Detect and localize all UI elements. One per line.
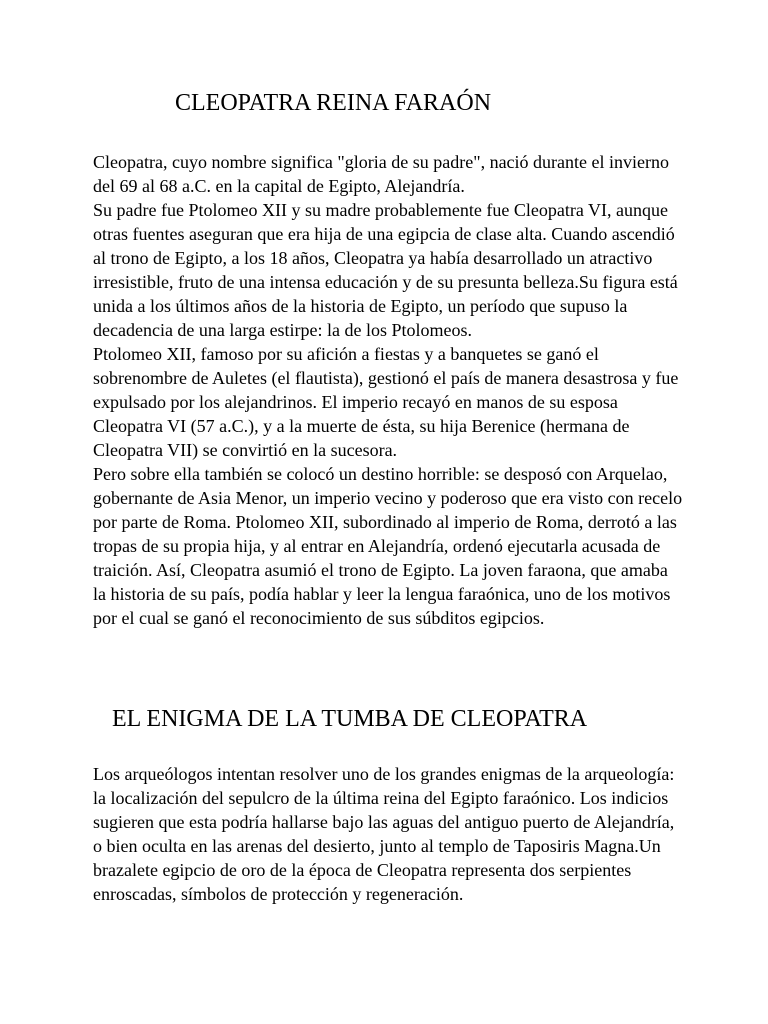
paragraph: Su padre fue Ptolomeo XII y su madre probablemente fue Cleopatra VI, aunque otras fuentes aseguran que era hija de una egipcia de clase alta. Cuando ascendió al trono de Egipto, a los 18 años, Cleopatra ya había desarrollado un atractivo irresistible, fruto de una intensa educación y de su presunta belleza.Su figura está unida a los últimos años de la historia de Egipto, un período que supuso la decadencia de una larga estirpe: la de los Ptolomeos. <box>93 200 678 340</box>
section-body-enigma <box>93 762 683 906</box>
paragraph: Ptolomeo XII, famoso por su afición a fiestas y a banquetes se ganó el sobrenombre de Auletes (el flautista), gestionó el país de manera desastrosa y fue expulsado por los alejandrinos. El imperio recayó en manos de su esposa Cleopatra VI (57 a.C.), y a la muerte de ésta, su hija Berenice (hermana de Cleopatra VII) se convirtió en la sucesora. <box>93 344 679 460</box>
paragraph: Cleopatra, cuyo nombre significa "gloria de su padre", nació durante el invierno del 69 al 68 a.C. en la capital de Egipto, Alejandría. <box>93 152 669 196</box>
paragraph: Los arqueólogos intentan resolver uno de los grandes enigmas de la arqueología: la localización del sepulcro de la última reina del Egipto faraónico. Los indicios sugieren que esta podría hallarse bajo las aguas del antiguo puerto de Alejandría, o bien oculta en las arenas del desierto, junto al templo de Taposiris Magna.Un brazalete egipcio de oro de la época de Cleopatra representa dos serpientes enroscadas, símbolos de protección y regeneración. <box>93 764 675 904</box>
section-title-enigma-tumba: EL ENIGMA DE LA TUMBA DE CLEOPATRA <box>112 706 588 732</box>
section-body-cleopatra <box>93 150 683 630</box>
section-title-cleopatra-reina-faraon: CLEOPATRA REINA FARAÓN <box>175 90 492 116</box>
paragraph: Pero sobre ella también se colocó un destino horrible: se desposó con Arquelao, gobernante de Asia Menor, un imperio vecino y poderoso que era visto con recelo por parte de Roma. Ptolomeo XII, subordinado al imperio de Roma, derrotó a las tropas de su propia hija, y al entrar en Alejandría, ordenó ejecutarla acusada de traición. Así, Cleopatra asumió el trono de Egipto. La joven faraona, que amaba la historia de su país, podía hablar y leer la lengua faraónica, uno de los motivos por el cual se ganó el reconocimiento de sus súbditos egipcios. <box>93 464 683 628</box>
